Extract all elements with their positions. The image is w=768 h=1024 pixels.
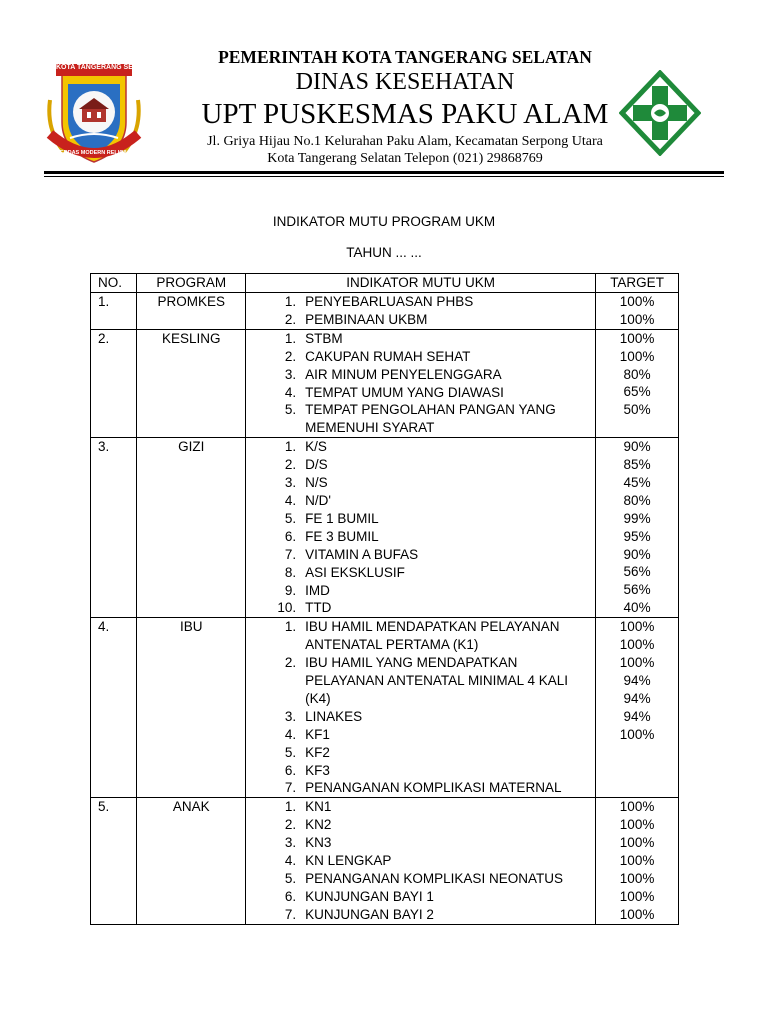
indicator-list-cell (246, 293, 596, 330)
target-value: 100% (619, 870, 655, 886)
target-value: 100% (619, 799, 655, 815)
indicator-item (246, 510, 595, 528)
indicator-item (246, 366, 595, 384)
indicator-item (246, 834, 595, 852)
row-number (91, 329, 137, 437)
emblem-motto-text: CERDAS MODERN RELIGIUS (56, 150, 133, 156)
indicator-item (246, 546, 595, 564)
target-value: 95% (623, 528, 651, 544)
table-header-row (91, 274, 679, 293)
indicator-label: CAKUPAN RUMAH SEHAT (305, 348, 471, 364)
indicator-number: 3. (284, 475, 297, 491)
indicator-list-cell (246, 329, 596, 437)
indicator-label: PENANGANAN KOMPLIKASI NEONATUS (305, 871, 563, 886)
indicator-label: VITAMIN A BUFAS (305, 546, 419, 562)
indicator-number: 4. (284, 384, 297, 400)
indicator-item (246, 888, 595, 906)
table-row (91, 618, 679, 798)
indicator-label: IBU HAMIL MENDAPATKAN PELAYANAN ANTENATAL PERTAMA (K1) (305, 619, 560, 653)
indicator-label: KF2 (305, 744, 330, 760)
indicator-number: 3. (284, 835, 297, 851)
target-list (596, 618, 678, 743)
indicator-label: KN LENGKAP (305, 853, 392, 869)
indicator-label: KN2 (305, 817, 332, 833)
table-row (91, 438, 679, 618)
row-number (91, 293, 137, 330)
indicator-item (246, 798, 595, 816)
indicator-number: 7. (284, 906, 297, 922)
target-value: 100% (619, 655, 655, 671)
indicator-item (246, 293, 595, 311)
indicator-item (246, 401, 595, 437)
target-value: 90% (623, 439, 651, 455)
document-year: TAHUN ... ... (346, 245, 422, 260)
indicator-item (246, 870, 595, 888)
target-value: 100% (619, 348, 655, 364)
indicator-label: AIR MINUM PENYELENGGARA (305, 366, 502, 382)
indicator-number: 3. (284, 366, 297, 382)
target-list-cell (596, 329, 679, 437)
program-name-text: IBU (180, 619, 203, 635)
row-number (91, 438, 137, 618)
indicator-number: 8. (284, 564, 297, 580)
target-list-cell (596, 293, 679, 330)
target-value: 100% (619, 853, 655, 869)
letterhead (0, 0, 768, 180)
indicator-number: 10. (277, 600, 297, 616)
indicator-number: 2. (284, 348, 297, 364)
indicator-item (246, 582, 595, 600)
target-list (596, 293, 678, 329)
indicator-list (246, 798, 595, 923)
indicator-number: 1. (284, 799, 297, 815)
indicator-label: ASI EKSKLUSIF (305, 564, 405, 580)
indicator-number: 4. (284, 726, 297, 742)
indicator-list (246, 330, 595, 437)
indicator-label: FE 1 BUMIL (305, 510, 379, 526)
indicator-number: 5. (284, 744, 297, 760)
indicator-item (246, 348, 595, 366)
letterhead-divider-thin (44, 176, 724, 177)
indicator-label: N/D' (305, 492, 331, 508)
row-number-text: 5. (98, 799, 110, 815)
target-value: 100% (619, 726, 655, 742)
program-name-text: ANAK (172, 799, 210, 815)
indicator-label: TEMPAT PENGOLAHAN PANGAN YANG MEMENUHI SYARAT (305, 402, 556, 436)
indicator-list (246, 438, 595, 617)
target-value: 80% (623, 366, 651, 382)
row-number-text: 4. (98, 619, 110, 635)
indicator-item (246, 726, 595, 744)
indicator-number: 1. (284, 330, 297, 346)
document-title: INDIKATOR MUTU PROGRAM UKM (272, 214, 496, 229)
program-name-text: GIZI (178, 439, 205, 455)
indicator-item (246, 384, 595, 402)
indicator-label: KF1 (305, 726, 330, 742)
target-value: 100% (619, 637, 655, 653)
target-value: 94% (623, 690, 651, 706)
target-value: 100% (619, 330, 655, 346)
target-list (596, 438, 678, 617)
target-value: 94% (623, 672, 651, 688)
indicator-item (246, 599, 595, 617)
indicator-number: 2. (284, 457, 297, 473)
target-value: 90% (623, 546, 651, 562)
indicator-list (246, 618, 595, 797)
indicator-number: 6. (284, 528, 297, 544)
header-no: NO. (91, 274, 137, 293)
target-list (596, 330, 678, 419)
target-value: 80% (623, 492, 651, 508)
indicator-item (246, 492, 595, 510)
indicator-label: IMD (305, 582, 330, 598)
target-value: 100% (619, 294, 655, 309)
program-name (137, 293, 246, 330)
row-number-text: 1. (98, 294, 110, 309)
target-value: 100% (619, 888, 655, 904)
indicator-label: K/S (305, 439, 327, 455)
indicator-number: 2. (284, 655, 297, 671)
indicator-item (246, 618, 595, 654)
indicator-item (246, 330, 595, 348)
unit-name: UPT PUSKESMAS PAKU ALAM (201, 98, 609, 130)
indicator-number: 5. (284, 871, 297, 886)
puskesmas-cross-logo-icon (619, 70, 701, 156)
target-value: 99% (623, 510, 651, 526)
indicator-list (246, 293, 595, 329)
indicator-item (246, 564, 595, 582)
table-row (91, 798, 679, 924)
indicator-table (90, 273, 679, 925)
program-name (137, 438, 246, 618)
indicator-item (246, 438, 595, 456)
header-program: PROGRAM (137, 274, 246, 293)
program-name-text: KESLING (162, 330, 221, 346)
row-number (91, 618, 137, 798)
indicator-label: KN1 (305, 799, 332, 815)
header-target: TARGET (596, 274, 679, 293)
indicator-label: KUNJUNGAN BAYI 1 (305, 888, 434, 904)
indicator-number: 6. (284, 762, 297, 778)
indicator-label: LINAKES (305, 708, 363, 724)
indicator-item (246, 456, 595, 474)
target-value: 85% (623, 457, 651, 473)
indicator-label: KF3 (305, 762, 330, 778)
target-list (596, 798, 678, 923)
indicator-label: IBU HAMIL YANG MENDAPATKAN PELAYANAN ANTENATAL MINIMAL 4 KALI (K4) (305, 655, 568, 706)
target-value: 65% (623, 384, 651, 400)
indicator-item (246, 528, 595, 546)
indicator-label: N/S (305, 475, 328, 491)
indicator-label: TEMPAT UMUM YANG DIAWASI (305, 384, 504, 400)
target-value: 45% (623, 475, 651, 491)
row-number-text: 3. (98, 439, 110, 455)
target-value: 94% (623, 708, 651, 724)
indicator-number: 1. (284, 619, 297, 635)
row-number-text: 2. (98, 330, 110, 346)
target-list-cell (596, 438, 679, 618)
program-name (137, 618, 246, 798)
program-name (137, 798, 246, 924)
indicator-number: 2. (284, 817, 297, 833)
target-value: 56% (623, 564, 651, 580)
target-value: 56% (623, 582, 651, 598)
letterhead-divider (44, 171, 724, 174)
indicator-item (246, 744, 595, 762)
target-value: 100% (619, 817, 655, 833)
indicator-label: PENANGANAN KOMPLIKASI MATERNAL (305, 780, 562, 796)
indicator-item (246, 654, 595, 708)
indicator-list-cell (246, 438, 596, 618)
indicator-item (246, 762, 595, 780)
indicator-number: 3. (284, 708, 297, 724)
target-value: 100% (619, 311, 655, 327)
indicator-item (246, 779, 595, 797)
address-line-1: Jl. Griya Hijau No.1 Kelurahan Paku Alam, Kecamatan Serpong Utara (207, 134, 603, 149)
indicator-item (246, 906, 595, 924)
indicator-label: STBM (305, 330, 343, 346)
target-value: 40% (623, 600, 651, 616)
target-value: 100% (619, 619, 655, 635)
program-name (137, 329, 246, 437)
target-list-cell (596, 798, 679, 924)
table-row (91, 329, 679, 437)
program-name-text: PROMKES (157, 294, 226, 309)
indicator-number: 2. (284, 311, 297, 327)
indicator-number: 5. (284, 510, 297, 526)
emblem-banner-text: KOTA TANGERANG SELATAN (56, 64, 156, 71)
indicator-label: KUNJUNGAN BAYI 2 (305, 906, 434, 922)
indicator-item (246, 708, 595, 726)
government-name: PEMERINTAH KOTA TANGERANG SELATAN (218, 47, 592, 67)
indicator-label: PEMBINAAN UKBM (305, 311, 428, 327)
indicator-number: 7. (284, 780, 297, 796)
indicator-label: KN3 (305, 835, 332, 851)
indicator-number: 1. (284, 294, 297, 309)
target-value: 100% (619, 835, 655, 851)
indicator-number: 4. (284, 492, 297, 508)
indicator-item (246, 474, 595, 492)
indicator-label: TTD (305, 600, 332, 616)
indicator-label: FE 3 BUMIL (305, 528, 379, 544)
indicator-number: 6. (284, 888, 297, 904)
target-list-cell (596, 618, 679, 798)
target-value: 50% (623, 402, 651, 418)
indicator-number: 1. (284, 439, 297, 455)
table-row (91, 293, 679, 330)
indicator-number: 7. (284, 546, 297, 562)
indicator-number: 9. (284, 582, 297, 598)
table-body (91, 293, 679, 925)
target-value: 100% (619, 906, 655, 922)
indicator-label: D/S (305, 457, 328, 473)
row-number (91, 798, 137, 924)
department-name: DINAS KESEHATAN (295, 69, 515, 95)
indicator-number: 4. (284, 853, 297, 869)
indicator-number: 5. (284, 402, 297, 418)
address-line-2: Kota Tangerang Selatan Telepon (021) 29868769 (267, 151, 543, 166)
indicator-list-cell (246, 798, 596, 924)
indicator-list-cell (246, 618, 596, 798)
indicator-item (246, 852, 595, 870)
indicator-label: PENYEBARLUASAN PHBS (305, 294, 474, 309)
indicator-item (246, 816, 595, 834)
indicator-item (246, 311, 595, 329)
header-indicator: INDIKATOR MUTU UKM (246, 274, 596, 293)
